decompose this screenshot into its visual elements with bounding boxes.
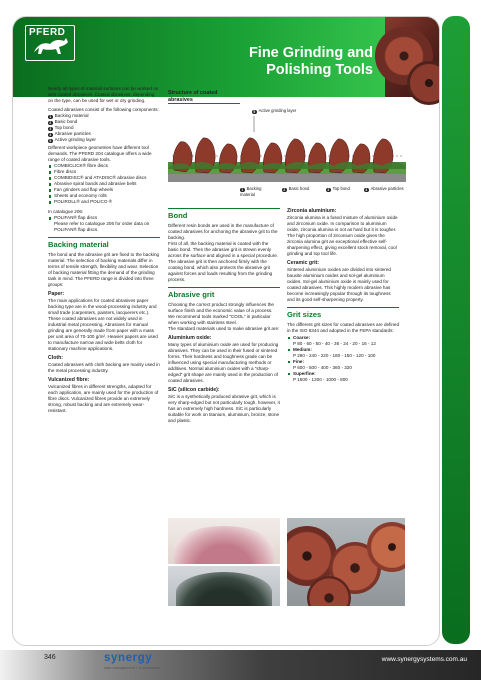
green-grit-photo <box>168 566 280 606</box>
flap-disc-image <box>407 61 440 105</box>
diagram-label-active-layer: 5 Active grinding layer <box>253 108 297 114</box>
tools-list-item: Abrasive spiral bands and abrasive belts <box>48 181 160 187</box>
component-item: 3 Top bond <box>49 125 74 131</box>
pferd-logo-text: PFERD <box>29 27 66 38</box>
aluminium-oxide-paragraph: Many types of aluminium oxide are used for producing abrasives. They can be used in their fused or sintered forms. Their hardness and toughness grade can be influenced using special manufacturing methods or additives. Normal aluminium oxides with a "sharp-edged" grit shape are mainly used in the production of coated abrasives. <box>168 342 279 383</box>
footer-bar <box>0 650 481 680</box>
component-item: 5 Active grinding layer <box>49 137 96 143</box>
structure-diagram <box>168 90 406 204</box>
grit-size-group: Medium: P 280 - 240 - 220 - 180 - 150 - 120 - 100 <box>287 347 399 359</box>
synergy-logo: synergy <box>104 652 153 664</box>
zirconia-heading: Zirconia aluminium: <box>287 208 337 214</box>
bond-paragraph: Different resin bonds are used in the manufacture of coated abrasives for anchoring the abrasive grit to the backing. <box>168 223 278 240</box>
catalogue-206-item: POLIFAN® flap discs <box>48 215 160 221</box>
sic-heading: SiC (silicon carbide): <box>168 387 220 393</box>
page-header <box>13 17 439 97</box>
cross-section-graphic <box>168 116 406 194</box>
website-url[interactable]: www.synergysystems.com.au <box>381 656 467 663</box>
pferd-logo <box>25 25 75 61</box>
abrasive-grit-heading: Abrasive grit <box>168 287 280 300</box>
bond-column <box>168 208 280 427</box>
backing-paragraph: The bond and the abrasive grit are fixed to the backing material. The selection of backing materials differ in terms of tensile strength, flexibility and wear. Selection of backing material fitting the demand of the grinding task in mind. The PFERD range is divided into three groups: <box>48 252 160 288</box>
sic-paragraph: SiC is a synthetically produced abrasive grit, which is very sharp-edged but not particularly tough, however, it has an extremely high hardness. SiC is particularly suitable for work on titanium, aluminium, bronze, stone and plastic. <box>168 394 280 423</box>
components-list <box>48 113 160 143</box>
cloth-paragraph: Coated abrasives with cloth backing are mainly used in the metal processing industry. <box>48 362 160 374</box>
paper-paragraph: The main applications for coated abrasives paper backing type are in the wood-processing industry and small trade (carpenters, painters, lacquerers etc.). These coated abrasives are not widely used in industrial metal processing. Abrasives for manual grinding are generally made from paper with a mass per unit area of 70-100 g/m². Heavier papers are used to manufacture narrow and wide belts cloth for stationary machine applications. <box>48 298 158 352</box>
header-product-photo <box>385 17 439 97</box>
coated-abrasive-products-photo <box>287 518 405 606</box>
tools-list-item: POLIROLL® and POLICO ® <box>48 199 160 205</box>
bond-paragraph: First of all, the backing material is coated with the basic bond. Then the abrasive grit is strewn evenly across the surface and aligned in a special procedure. The abrasive grit is then anchored firmly with the coating bond, which also protects the abrasive grit against forces and loads resulting from the grinding process. <box>168 241 279 282</box>
backing-heading: Backing material <box>48 237 160 250</box>
intro-paragraph: In catalogue 206: <box>48 209 84 215</box>
grit-size-group: Coarse: P 80 - 60 - 50 - 40 - 36 - 24 - 20 - 16 - 12 <box>287 335 399 347</box>
diagram-label-top-bond: 3 Top bond <box>327 186 350 192</box>
synergy-tagline: data management + e-commerce <box>104 666 161 670</box>
paper-heading: Paper: <box>48 291 65 298</box>
grit-size-group: Fine: P 600 - 500 - 400 - 360 - 320 <box>287 359 399 371</box>
bond-heading: Bond <box>168 208 280 221</box>
diagram-title: Structure of coated abrasives <box>168 90 240 104</box>
grit-paragraph: Choosing the correct product strongly influences the surface finish and the economic value of a process. We recommend tools marked "COOL" in particular when working with stainless steel. <box>168 302 274 325</box>
grit-paragraph: The standard materials used to make abrasive grit are: <box>168 326 280 331</box>
tools-list <box>48 163 160 205</box>
grit-sizes-list <box>287 335 399 383</box>
page-number: 346 <box>44 654 56 661</box>
component-item: 2 Basic bond <box>49 119 78 125</box>
catalogue-206-note: Please refer to catalogue 206 for order data on POLIFAN® flap discs. <box>54 221 150 233</box>
intro-paragraph: Different workpiece geometries have different tool demands. The PFERD 204 catalogue offers a wide range of coated abrasive tools. <box>48 145 152 163</box>
tools-list-item: Sheets and economy rolls <box>48 193 160 199</box>
diagram-label-particles: 4 Abrasive particles <box>365 186 404 192</box>
diagram-label-basic-bond: 2 Basic bond <box>283 186 310 192</box>
intro-paragraph: Coated abrasives consist of the following components: <box>48 107 159 112</box>
page-title: Fine Grinding and Polishing Tools <box>248 45 373 78</box>
tools-list-item: Fan grinders and flap wheels <box>48 187 160 193</box>
ceramic-paragraph: Sintered aluminium oxides are divided into sintered bauxite aluminium oxides and sol-gel aluminium oxides. Sol-gel aluminium oxide is mainly used for coated abrasives. This highly modern abrasive has become increasingly popular through its toughness and its good self-sharpening property. <box>287 267 391 302</box>
component-item: 1 Backing material <box>49 113 89 119</box>
grit-sizes-paragraph: The different grit sizes for coated abrasives are defined in the ISO 6344 and adopted in the FEPA standards: <box>287 322 400 333</box>
tools-list-item: Fibre discs <box>48 169 160 175</box>
grit-sizes-heading: Grit sizes <box>287 307 399 320</box>
intro-column <box>48 86 160 417</box>
vulcanized-paragraph: Vulcanized fibres in different strengths, adapted for each application, are mainly used for the production of fibre discs. Vulcanized fibres provide an extremely strong, robust backing and are extremely wear-resistant. <box>48 384 159 414</box>
component-item: 4 Abrasive particles <box>49 131 91 137</box>
horse-icon <box>26 26 74 60</box>
catalogue-206-list <box>48 215 160 221</box>
green-side-tab <box>442 16 470 644</box>
ceramic-heading: Ceramic grit: <box>287 260 319 266</box>
zirconia-column <box>287 208 399 385</box>
red-grit-photo <box>168 518 280 564</box>
intro-paragraph: Nearly all types of material surfaces can be worked on with coated abrasives. Coated abrasives, depending on the type, can be used for wet or dry grinding. <box>48 86 159 103</box>
cloth-heading: Cloth: <box>48 355 63 362</box>
vulcanized-heading: Vulcanized fibre: <box>48 377 90 384</box>
tools-list-item: COMBIDISC® and ATADISC® abrasive discs <box>48 175 160 181</box>
aluminium-oxide-heading: Aluminium oxide: <box>168 335 212 341</box>
zirconia-paragraph: Zirconia alumina is a fused mixture of aluminium oxide and zirconium oxide. In comparison to aluminium oxide, zirconia alumina is not as hard but it is tougher. The high proportion of zirconium oxide gives the zirconia alumina grit an exceptional effective self-sharpening effect, giving excellent stock removal, cool grinding and top tool life. <box>287 215 398 256</box>
tools-list-item: COMBICLICK® fibre discs <box>48 163 160 169</box>
diagram-label-backing: 1 Backing material <box>240 186 262 198</box>
grit-size-group: Superfine: P 1500 - 1200 - 1000 - 800 <box>287 371 399 383</box>
